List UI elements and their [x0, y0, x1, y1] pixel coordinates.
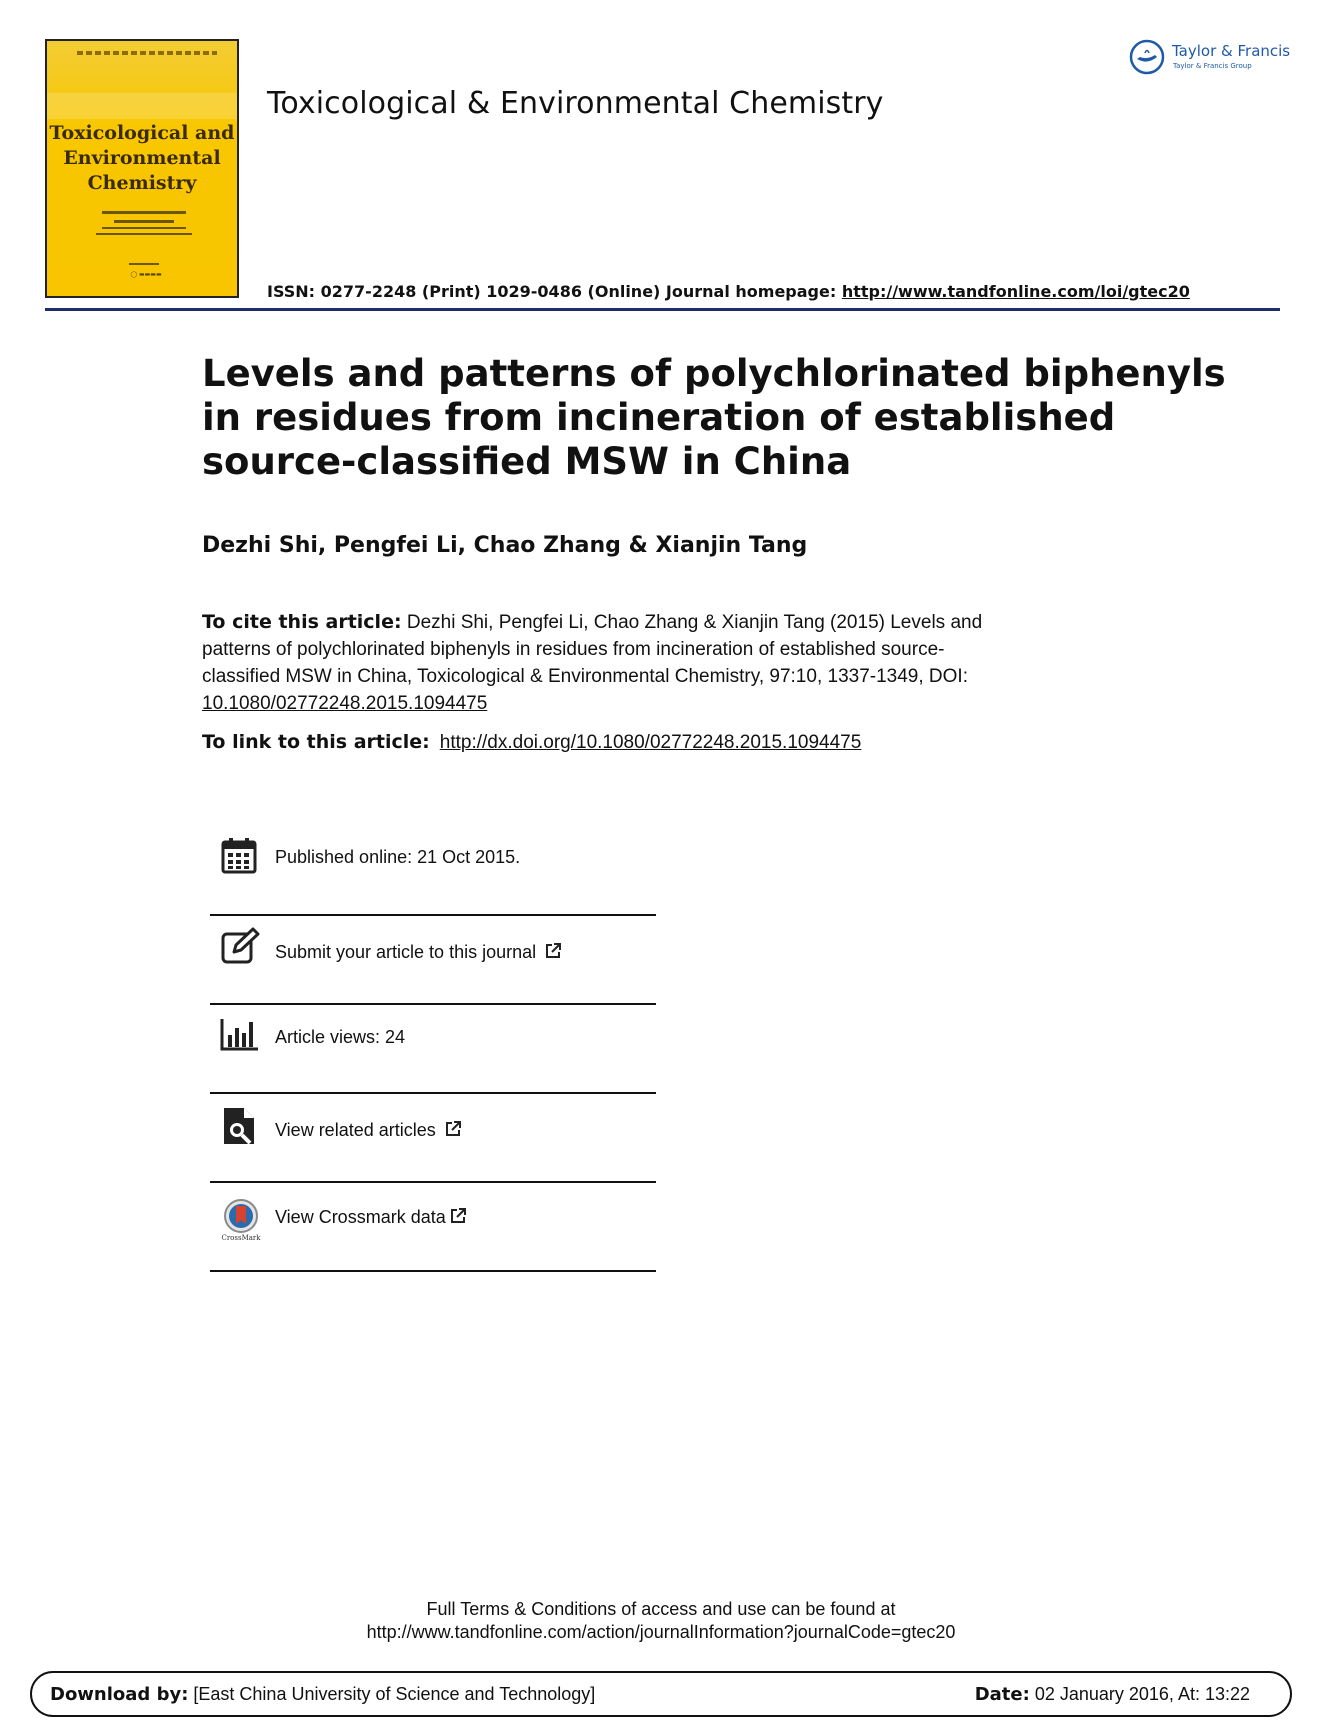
- issn-line: ISSN: 0277-2248 (Print) 1029-0486 (Online) Journal homepage: http://www.tandfonline.com/loi/gtec20: [267, 282, 1190, 301]
- journal-title[interactable]: Toxicological & Environmental Chemistry: [267, 86, 884, 121]
- external-link-icon: [544, 942, 562, 960]
- divider: [210, 1270, 656, 1272]
- header-divider: [45, 308, 1280, 311]
- article-link-line: [202, 731, 861, 754]
- cover-title: Toxicological and Environmental Chemistry: [49, 122, 235, 194]
- submit-article-label: Submit your article to this journal: [275, 942, 537, 962]
- download-info-bar: [30, 1671, 1292, 1717]
- crossmark-label: View Crossmark data: [275, 1207, 446, 1227]
- related-articles-item[interactable]: [210, 1094, 656, 1183]
- publisher-group: Taylor & Francis Group: [1173, 62, 1252, 70]
- terms-notice: Full Terms & Conditions of access and use can be found at http://www.tandfonline.com/action/journalInformation?journalCode=gtec20: [0, 1598, 1322, 1644]
- publisher-logo[interactable]: [1128, 38, 1291, 78]
- download-info: Download by: [East China University of Science and Technology]: [50, 1684, 596, 1705]
- terms-link[interactable]: http://www.tandfonline.com/action/journalInformation?journalCode=gtec20: [366, 1622, 956, 1642]
- article-authors: Dezhi Shi, Pengfei Li, Chao Zhang & Xianjin Tang: [202, 533, 808, 558]
- calendar-icon: [220, 836, 260, 876]
- link-label: To link to this article:: [202, 731, 430, 753]
- citation-block: To cite this article: Dezhi Shi, Pengfei Li, Chao Zhang & Xianjin Tang (2015) Levels and patterns of polychlorinated biphenyls in residues from incineration of established source- classified MSW in China, Toxicological & Environmental Chemistry, 97:10, 1337-1349, DOI: 10.1080/02772248.2015.1094475: [202, 611, 983, 714]
- edit-icon: [220, 926, 260, 966]
- external-link-icon: [449, 1207, 467, 1225]
- article-title: Levels and patterns of polychlorinated biphenyls in residues from incineration of established source-classified MSW in China: [202, 352, 1226, 483]
- citation-doi-link[interactable]: 10.1080/02772248.2015.1094475: [202, 693, 488, 714]
- journal-homepage-link[interactable]: http://www.tandfonline.com/loi/gtec20: [841, 282, 1190, 301]
- citation-label: To cite this article:: [202, 611, 402, 633]
- published-online-label: Published online: 21 Oct 2015.: [275, 847, 521, 867]
- download-date: Date: 02 January 2016, At: 13:22: [974, 1684, 1250, 1705]
- journal-cover-image: [45, 39, 239, 298]
- published-online-item: [210, 828, 656, 917]
- taylor-francis-lamp-icon: [1128, 38, 1166, 76]
- submit-article-item[interactable]: [210, 916, 656, 1005]
- external-link-icon: [444, 1120, 462, 1138]
- article-views-item: [210, 1005, 656, 1094]
- crossmark-icon: [220, 1198, 262, 1242]
- crossmark-item[interactable]: [210, 1183, 656, 1272]
- article-views-label: Article views: 24: [275, 1027, 406, 1047]
- bar-chart-icon: [220, 1015, 260, 1055]
- article-doi-link[interactable]: http://dx.doi.org/10.1080/02772248.2015.1094475: [439, 732, 862, 753]
- related-articles-label: View related articles: [275, 1120, 436, 1140]
- publisher-name: Taylor & Francis: [1172, 42, 1291, 60]
- search-document-icon: [220, 1106, 260, 1146]
- cover-publisher-logo: ◯ ▬▬▬▬: [130, 271, 162, 278]
- svg-text:CrossMark: CrossMark: [221, 1234, 261, 1242]
